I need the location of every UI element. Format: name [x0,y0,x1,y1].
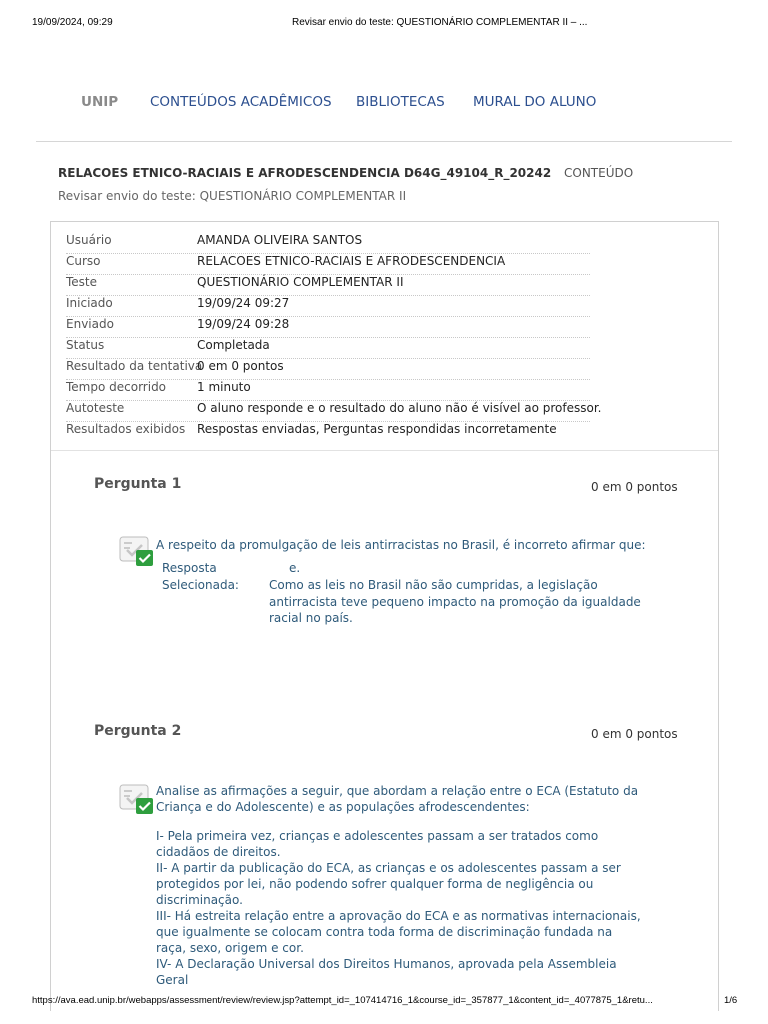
info-label: Status [66,338,105,352]
answer-label-line-2: Selecionada: [162,578,239,592]
info-row [66,317,590,338]
info-row [66,233,590,254]
selected-answer-text: Como as leis no Brasil não são cumpridas, a legislação antirracista teve pequeno impacto na promoção da igualdade racial no país. [269,578,641,625]
info-value: Completada [197,338,270,352]
info-label: Resultado da tentativa [66,359,203,373]
content-link[interactable]: CONTEÚDO [564,166,634,180]
statement-item: I- Pela primeira vez, crianças e adolescentes passam a ser tratados como cidadãos de direitos. [156,829,599,859]
info-value: QUESTIONÁRIO COMPLEMENTAR II [197,275,404,289]
info-row [66,401,602,422]
course-title[interactable]: RELACOES ETNICO-RACIAIS E AFRODESCENDENCIA D64G_49104_R_20242 [58,166,552,180]
info-value: 19/09/24 09:27 [197,296,290,310]
section-divider [51,450,718,451]
nav-divider [36,141,732,142]
question-1-points: 0 em 0 pontos [591,480,678,494]
attempt-info-table [66,233,602,443]
print-date: 19/09/2024, 09:29 [32,17,113,28]
info-label: Enviado [66,317,114,331]
info-label: Curso [66,254,101,268]
info-row [66,254,590,275]
info-label: Tempo decorrido [66,380,167,394]
info-row [66,380,590,401]
info-value: Respostas enviadas, Perguntas respondidas incorretamente [197,422,557,436]
question-1-title: Pergunta 1 [94,476,182,492]
info-value: RELACOES ETNICO-RACIAIS E AFRODESCENDENCIA [197,254,506,268]
correct-answer-icon [119,535,155,567]
nav-link-mural[interactable]: MURAL DO ALUNO [473,94,597,110]
print-page-number: 1/6 [724,995,738,1006]
info-label: Teste [66,275,98,289]
answer-label [162,560,239,594]
statement-item: IV- A Declaração Universal dos Direitos Humanos, aprovada pela Assembleia Geral [156,957,617,987]
question-2-title: Pergunta 2 [94,723,182,739]
selected-answer-letter: e. [289,561,301,575]
nav-link-conteudos[interactable]: CONTEÚDOS ACADÊMICOS [150,94,332,110]
info-value: 1 minuto [197,380,251,394]
question-2-intro: Analise as afirmações a seguir, que abordam a relação entre o ECA (Estatuto da Criança e do Adolescente) e as populações afrodescendentes: [156,784,639,814]
info-label: Autoteste [66,401,125,415]
info-label: Iniciado [66,296,113,310]
info-value: O aluno responde e o resultado do aluno não é visível ao professor. [197,401,602,415]
page-subtitle: Revisar envio do teste: QUESTIONÁRIO COMPLEMENTAR II [58,189,407,203]
correct-answer-icon [119,783,155,815]
print-url: https://ava.ead.unip.br/webapps/assessment/review/review.jsp?attempt_id=_107414716_1&course_id=_357877_1&content_id=_4077875_1&retu... [32,995,653,1006]
answer-label-line-1: Resposta [162,561,217,575]
nav-brand[interactable]: UNIP [81,94,119,110]
info-row [66,296,590,317]
question-1-text: A respeito da promulgação de leis antirracistas no Brasil, é incorreto afirmar que: [156,538,646,552]
statement-item: III- Há estreita relação entre a aprovação do ECA e as normativas internacionais, que igualmente se colocam contra toda forma de discriminação fundada na raça, sexo, origem e cor. [156,909,641,955]
print-title: Revisar envio do teste: QUESTIONÁRIO COMPLEMENTAR II – ... [292,17,588,28]
info-value: 19/09/24 09:28 [197,317,290,331]
info-row [66,422,590,443]
info-value: AMANDA OLIVEIRA SANTOS [197,233,363,247]
info-value: 0 em 0 pontos [197,359,284,373]
info-label: Resultados exibidos [66,422,186,436]
info-label: Usuário [66,233,112,247]
question-2-statements [156,828,646,988]
question-2-points: 0 em 0 pontos [591,727,678,741]
nav-link-bibliotecas[interactable]: BIBLIOTECAS [356,94,445,110]
statement-item: II- A partir da publicação do ECA, as crianças e os adolescentes passam a ser protegidos por lei, não podendo sofrer qualquer forma de negligência ou discriminação. [156,861,621,907]
info-row [66,359,590,380]
info-row [66,338,590,359]
info-row [66,275,590,296]
